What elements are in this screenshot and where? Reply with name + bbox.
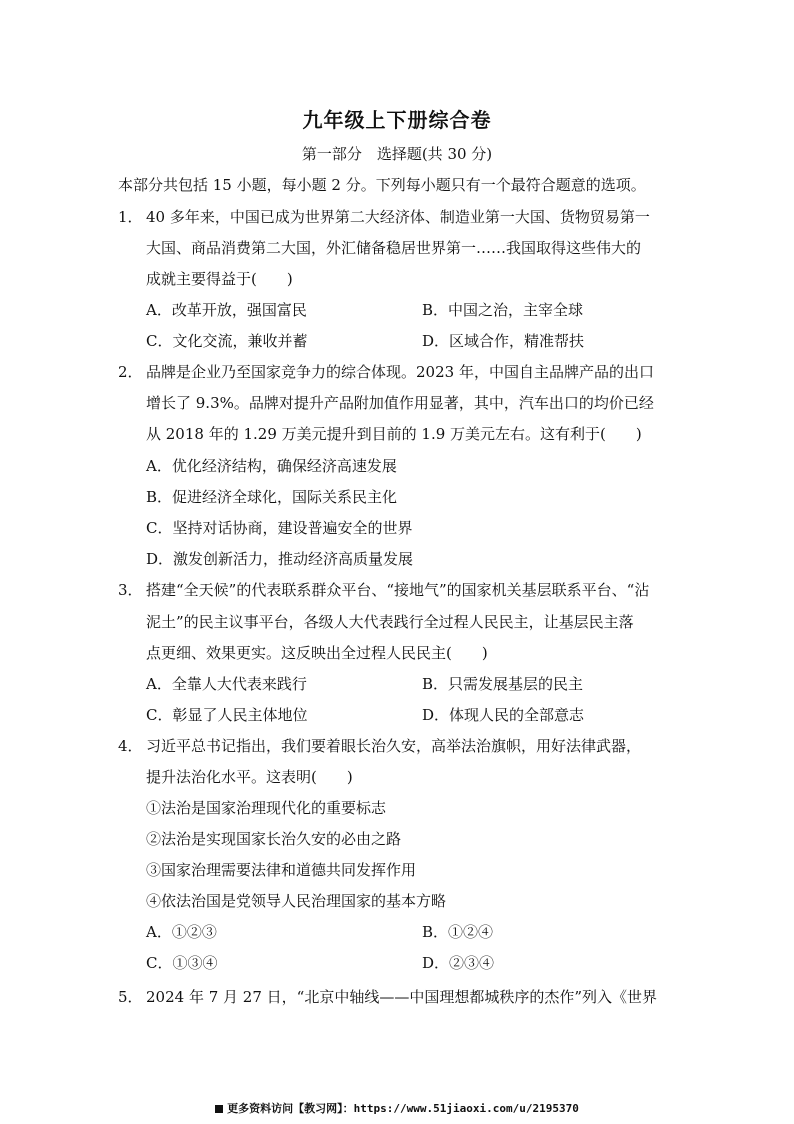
option-b: B．①②④ [422, 923, 494, 941]
question-text-line: 搭建“全天候”的代表联系群众平台、“接地气”的国家机关基层联系平台、“沾 [146, 581, 650, 599]
option-c: C．①③④ [146, 954, 218, 972]
question-number: 2． [118, 363, 143, 381]
section-subtitle: 第一部分 选择题(共 30 分) [301, 145, 493, 163]
question-text-line: 提升法治化水平。这表明( ) [146, 768, 353, 786]
page-title: 九年级上下册综合卷 [302, 108, 492, 132]
option-c: C．彰显了人民主体地位 [146, 706, 308, 724]
statement-3: ③国家治理需要法律和道德共同发挥作用 [146, 861, 417, 879]
option-d: D．激发创新活力，推动经济高质量发展 [146, 550, 414, 568]
question-number: 4． [118, 737, 143, 755]
option-d: D．体现人民的全部意志 [422, 706, 585, 724]
option-a: A．全靠人大代表来践行 [146, 675, 307, 693]
question-text-line: 点更细、效果更实。这反映出全过程人民民主( ) [146, 644, 488, 662]
option-c: C．坚持对话协商，建设普遍安全的世界 [146, 519, 413, 537]
option-c: C．文化交流，兼收并蓄 [146, 332, 308, 350]
option-b: B．只需发展基层的民主 [422, 675, 584, 693]
option-a: A．改革开放，强国富民 [146, 301, 307, 319]
question-text-line: 成就主要得益于( ) [146, 270, 293, 288]
option-a: A．①②③ [146, 923, 217, 941]
statement-2: ②法治是实现国家长治久安的必由之路 [146, 830, 402, 848]
question-text-line: 泥土”的民主议事平台，各级人大代表践行全过程人民民主，让基层民主落 [146, 613, 634, 631]
question-number: 3． [118, 581, 143, 599]
question-text-line: 2024 年 7 月 27 日，“北京中轴线——中国理想都城秩序的杰作”列入《世界 [146, 988, 657, 1006]
question-text-line: 增长了 9.3%。品牌对提升产品附加值作用显著，其中，汽车出口的均价已经 [146, 394, 654, 412]
option-b: B．中国之治，主宰全球 [422, 301, 584, 319]
option-b: B．促进经济全球化，国际关系民主化 [146, 488, 398, 506]
flag-icon [215, 1105, 223, 1113]
option-a: A．优化经济结构，确保经济高速发展 [146, 457, 397, 475]
question-text-line: 大国、商品消费第二大国，外汇储备稳居世界第一……我国取得这些伟大的 [146, 239, 642, 257]
section-instructions: 本部分共包括 15 小题，每小题 2 分。下列每小题只有一个最符合题意的选项。 [118, 176, 646, 194]
question-text-line: 40 多年来，中国已成为世界第二大经济体、制造业第一大国、货物贸易第一 [146, 208, 650, 226]
question-text-line: 从 2018 年的 1.29 万美元提升到目前的 1.9 万美元左右。这有利于( ) [146, 425, 642, 443]
question-number: 5． [118, 988, 143, 1006]
question-number: 1． [118, 208, 143, 226]
footer-text: 更多资料访问【教习网】：https://www.51jiaoxi.com/u/2195370 [227, 1102, 579, 1115]
option-d: D．区域合作，精准帮扶 [422, 332, 585, 350]
footer-link[interactable] [0, 1100, 794, 1116]
statement-4: ④依法治国是党领导人民治理国家的基本方略 [146, 892, 447, 910]
option-d: D．②③④ [422, 954, 495, 972]
question-text-line: 习近平总书记指出，我们要着眼长治久安，高举法治旗帜，用好法律武器， [146, 737, 642, 755]
statement-1: ①法治是国家治理现代化的重要标志 [146, 799, 387, 817]
question-text-line: 品牌是企业乃至国家竞争力的综合体现。2023 年，中国自主品牌产品的出口 [146, 363, 654, 381]
